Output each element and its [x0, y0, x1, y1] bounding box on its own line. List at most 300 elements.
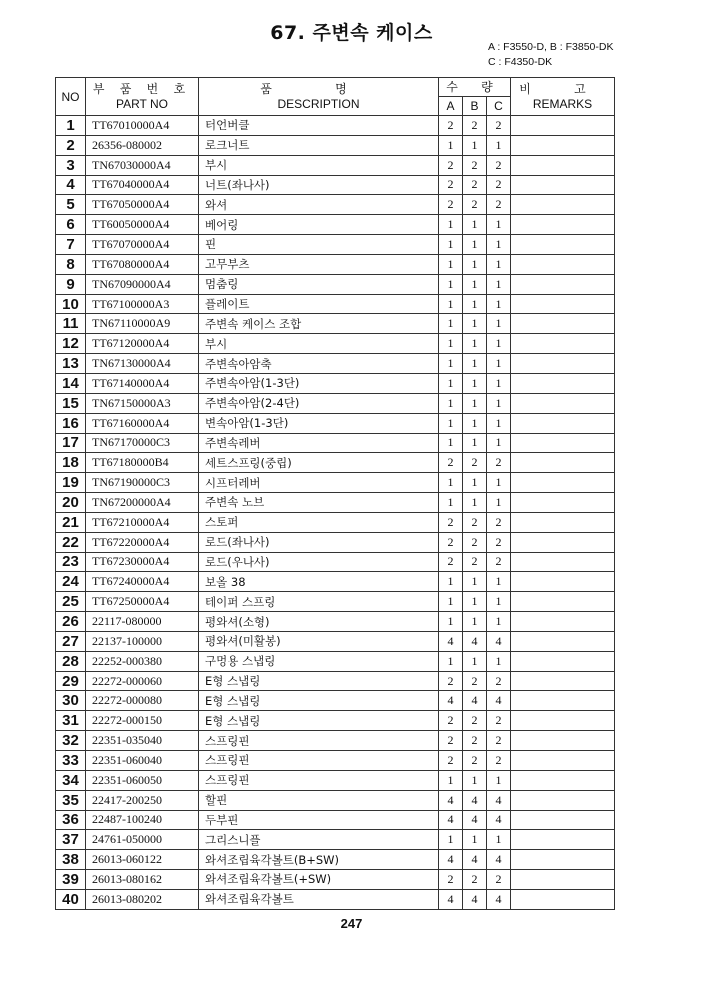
qty-b: 1: [463, 354, 487, 374]
header-remarks: [511, 78, 615, 116]
qty-b: 1: [463, 274, 487, 294]
table-row: [56, 453, 615, 473]
row-number: 37: [56, 830, 86, 850]
qty-a: 2: [439, 155, 463, 175]
table-row: [56, 889, 615, 909]
description: 와셔조립육각볼트: [199, 889, 439, 909]
remarks: [511, 850, 615, 870]
description: 플레이트: [199, 294, 439, 314]
row-number: 24: [56, 572, 86, 592]
qty-b: 2: [463, 512, 487, 532]
qty-a: 1: [439, 135, 463, 155]
row-number: 14: [56, 373, 86, 393]
remarks: [511, 532, 615, 552]
description: 로드(좌나사): [199, 532, 439, 552]
header-description: [199, 78, 439, 116]
qty-b: 1: [463, 235, 487, 255]
row-number: 35: [56, 790, 86, 810]
qty-a: 2: [439, 552, 463, 572]
part-number: TN67110000A9: [86, 314, 199, 334]
description: 테이퍼 스프링: [199, 592, 439, 612]
description: 와셔: [199, 195, 439, 215]
description: 부시: [199, 155, 439, 175]
description: 할핀: [199, 790, 439, 810]
qty-c: 1: [487, 830, 511, 850]
description: 주변속레버: [199, 433, 439, 453]
table-row: [56, 493, 615, 513]
qty-c: 1: [487, 393, 511, 413]
table-row: [56, 790, 615, 810]
header-part-no-kr: 부 품 번 호: [92, 82, 192, 96]
row-number: 36: [56, 810, 86, 830]
row-number: 26: [56, 612, 86, 632]
row-number: 12: [56, 334, 86, 354]
part-number: TT67240000A4: [86, 572, 199, 592]
description: 주변속아암축: [199, 354, 439, 374]
row-number: 29: [56, 671, 86, 691]
description: E형 스냅링: [199, 671, 439, 691]
row-number: 7: [56, 235, 86, 255]
qty-b: 4: [463, 631, 487, 651]
qty-c: 1: [487, 334, 511, 354]
qty-c: 2: [487, 512, 511, 532]
model-legend: [488, 40, 613, 70]
remarks: [511, 810, 615, 830]
qty-c: 1: [487, 135, 511, 155]
description: 고무부츠: [199, 254, 439, 274]
table-row: [56, 850, 615, 870]
qty-c: 4: [487, 631, 511, 651]
qty-a: 1: [439, 314, 463, 334]
qty-c: 4: [487, 790, 511, 810]
table-row: [56, 294, 615, 314]
qty-b: 4: [463, 691, 487, 711]
description: 스토퍼: [199, 512, 439, 532]
remarks: [511, 373, 615, 393]
qty-a: 1: [439, 770, 463, 790]
part-number: 22272-000080: [86, 691, 199, 711]
qty-c: 2: [487, 711, 511, 731]
row-number: 6: [56, 215, 86, 235]
description: 핀: [199, 235, 439, 255]
part-number: TN67130000A4: [86, 354, 199, 374]
remarks: [511, 631, 615, 651]
row-number: 25: [56, 592, 86, 612]
description: E형 스냅링: [199, 711, 439, 731]
remarks: [511, 711, 615, 731]
qty-b: 1: [463, 493, 487, 513]
remarks: [511, 889, 615, 909]
remarks: [511, 254, 615, 274]
qty-a: 1: [439, 592, 463, 612]
table-row: [56, 671, 615, 691]
part-number: 22487-100240: [86, 810, 199, 830]
remarks: [511, 751, 615, 771]
qty-c: 1: [487, 433, 511, 453]
qty-a: 2: [439, 453, 463, 473]
description: 세트스프링(중립): [199, 453, 439, 473]
qty-a: 1: [439, 294, 463, 314]
header-part-no-en: PART NO: [115, 97, 168, 111]
row-number: 31: [56, 711, 86, 731]
qty-b: 1: [463, 215, 487, 235]
row-number: 30: [56, 691, 86, 711]
row-number: 1: [56, 116, 86, 136]
description: 스프링핀: [199, 751, 439, 771]
qty-c: 2: [487, 116, 511, 136]
remarks: [511, 612, 615, 632]
remarks: [511, 354, 615, 374]
qty-b: 1: [463, 334, 487, 354]
qty-a: 2: [439, 870, 463, 890]
qty-c: 4: [487, 691, 511, 711]
qty-c: 1: [487, 314, 511, 334]
row-number: 38: [56, 850, 86, 870]
row-number: 3: [56, 155, 86, 175]
header-no: NO: [56, 78, 86, 116]
qty-b: 1: [463, 830, 487, 850]
row-number: 22: [56, 532, 86, 552]
row-number: 5: [56, 195, 86, 215]
part-number: 22252-000380: [86, 651, 199, 671]
row-number: 32: [56, 731, 86, 751]
part-number: TN67090000A4: [86, 274, 199, 294]
remarks: [511, 453, 615, 473]
row-number: 23: [56, 552, 86, 572]
qty-b: 1: [463, 770, 487, 790]
row-number: 28: [56, 651, 86, 671]
remarks: [511, 790, 615, 810]
description: 시프터레버: [199, 473, 439, 493]
table-row: [56, 334, 615, 354]
qty-c: 2: [487, 195, 511, 215]
remarks: [511, 314, 615, 334]
description: 부시: [199, 334, 439, 354]
qty-a: 1: [439, 354, 463, 374]
remarks: [511, 770, 615, 790]
part-number: TT60050000A4: [86, 215, 199, 235]
description: 터언버클: [199, 116, 439, 136]
row-number: 17: [56, 433, 86, 453]
table-row: [56, 572, 615, 592]
header-qty-c: C: [487, 97, 511, 116]
qty-a: 1: [439, 254, 463, 274]
row-number: 18: [56, 453, 86, 473]
qty-a: 1: [439, 334, 463, 354]
part-number: TT67140000A4: [86, 373, 199, 393]
part-number: TT67040000A4: [86, 175, 199, 195]
qty-c: 1: [487, 215, 511, 235]
qty-a: 4: [439, 810, 463, 830]
page-title: 67. 주변속 케이스: [270, 22, 433, 44]
header-qty-a: A: [439, 97, 463, 116]
remarks: [511, 433, 615, 453]
part-number: 22351-035040: [86, 731, 199, 751]
qty-c: 4: [487, 889, 511, 909]
row-number: 11: [56, 314, 86, 334]
qty-c: 1: [487, 493, 511, 513]
part-number: TT67180000B4: [86, 453, 199, 473]
row-number: 34: [56, 770, 86, 790]
qty-c: 2: [487, 751, 511, 771]
table-row: [56, 155, 615, 175]
qty-b: 4: [463, 889, 487, 909]
remarks: [511, 552, 615, 572]
qty-c: 2: [487, 453, 511, 473]
table-row: [56, 592, 615, 612]
table-row: [56, 651, 615, 671]
qty-b: 1: [463, 612, 487, 632]
description: 스프링핀: [199, 770, 439, 790]
qty-b: 2: [463, 751, 487, 771]
qty-b: 2: [463, 116, 487, 136]
row-number: 21: [56, 512, 86, 532]
qty-c: 2: [487, 532, 511, 552]
table-row: [56, 314, 615, 334]
qty-c: 1: [487, 373, 511, 393]
part-number: TN67150000A3: [86, 393, 199, 413]
qty-a: 4: [439, 790, 463, 810]
qty-b: 4: [463, 850, 487, 870]
qty-a: 4: [439, 631, 463, 651]
qty-b: 1: [463, 651, 487, 671]
qty-a: 1: [439, 473, 463, 493]
table-row: [56, 215, 615, 235]
part-number: TN67030000A4: [86, 155, 199, 175]
table-row: [56, 116, 615, 136]
qty-c: 1: [487, 413, 511, 433]
qty-c: 1: [487, 294, 511, 314]
qty-a: 1: [439, 215, 463, 235]
table-row: [56, 830, 615, 850]
description: 로드(우나사): [199, 552, 439, 572]
remarks: [511, 870, 615, 890]
qty-a: 1: [439, 373, 463, 393]
qty-a: 1: [439, 493, 463, 513]
remarks: [511, 274, 615, 294]
qty-c: 4: [487, 850, 511, 870]
remarks: [511, 294, 615, 314]
qty-a: 1: [439, 651, 463, 671]
part-number: TT67250000A4: [86, 592, 199, 612]
row-number: 15: [56, 393, 86, 413]
qty-a: 2: [439, 751, 463, 771]
qty-c: 1: [487, 473, 511, 493]
remarks: [511, 215, 615, 235]
remarks: [511, 413, 615, 433]
description: 평와셔(미활봉): [199, 631, 439, 651]
remarks: [511, 572, 615, 592]
header-quantity: 수 량: [439, 78, 511, 97]
qty-a: 2: [439, 512, 463, 532]
table-row: [56, 512, 615, 532]
remarks: [511, 691, 615, 711]
qty-a: 1: [439, 413, 463, 433]
qty-a: 2: [439, 175, 463, 195]
table-row: [56, 413, 615, 433]
remarks: [511, 651, 615, 671]
remarks: [511, 731, 615, 751]
qty-b: 2: [463, 155, 487, 175]
part-number: TT67010000A4: [86, 116, 199, 136]
part-number: 22417-200250: [86, 790, 199, 810]
row-number: 10: [56, 294, 86, 314]
description: 주변속아암(1-3단): [199, 373, 439, 393]
qty-c: 2: [487, 870, 511, 890]
table-row: [56, 552, 615, 572]
description: 멈춤링: [199, 274, 439, 294]
part-number: 22351-060050: [86, 770, 199, 790]
remarks: [511, 473, 615, 493]
remarks: [511, 175, 615, 195]
part-number: 22117-080000: [86, 612, 199, 632]
row-number: 33: [56, 751, 86, 771]
table-row: [56, 770, 615, 790]
row-number: 16: [56, 413, 86, 433]
qty-c: 1: [487, 254, 511, 274]
description: 와셔조립육각볼트(+SW): [199, 870, 439, 890]
row-number: 2: [56, 135, 86, 155]
part-number: TT67120000A4: [86, 334, 199, 354]
description: 너트(좌나사): [199, 175, 439, 195]
remarks: [511, 195, 615, 215]
table-row: [56, 274, 615, 294]
qty-a: 1: [439, 393, 463, 413]
remarks: [511, 155, 615, 175]
remarks: [511, 235, 615, 255]
qty-c: 1: [487, 592, 511, 612]
model-legend-line: C : F4350-DK: [488, 56, 553, 68]
remarks: [511, 671, 615, 691]
table-row: [56, 354, 615, 374]
header-part-no: [86, 78, 199, 116]
qty-a: 1: [439, 830, 463, 850]
description: 보올 38: [199, 572, 439, 592]
table-row: [56, 810, 615, 830]
part-number: TT67070000A4: [86, 235, 199, 255]
qty-c: 1: [487, 612, 511, 632]
qty-b: 1: [463, 373, 487, 393]
qty-b: 2: [463, 195, 487, 215]
part-number: TT67160000A4: [86, 413, 199, 433]
description: 베어링: [199, 215, 439, 235]
qty-a: 4: [439, 691, 463, 711]
part-number: TT67210000A4: [86, 512, 199, 532]
row-number: 13: [56, 354, 86, 374]
remarks: [511, 830, 615, 850]
remarks: [511, 334, 615, 354]
part-number: TN67170000C3: [86, 433, 199, 453]
description: 평와셔(소형): [199, 612, 439, 632]
qty-a: 1: [439, 235, 463, 255]
qty-b: 1: [463, 572, 487, 592]
qty-c: 1: [487, 274, 511, 294]
row-number: 4: [56, 175, 86, 195]
row-number: 20: [56, 493, 86, 513]
qty-a: 1: [439, 572, 463, 592]
remarks: [511, 592, 615, 612]
part-number: 26013-080202: [86, 889, 199, 909]
part-number: 24761-050000: [86, 830, 199, 850]
header-remarks-en: REMARKS: [532, 97, 593, 111]
model-legend-line: A : F3550-D, B : F3850-DK: [488, 41, 614, 53]
part-number: TT67220000A4: [86, 532, 199, 552]
part-number: 26356-080002: [86, 135, 199, 155]
row-number: 39: [56, 870, 86, 890]
part-number: TN67190000C3: [86, 473, 199, 493]
table-row: [56, 175, 615, 195]
qty-c: 2: [487, 552, 511, 572]
header-qty-b: B: [463, 97, 487, 116]
remarks: [511, 135, 615, 155]
table-row: [56, 135, 615, 155]
part-number: 22351-060040: [86, 751, 199, 771]
part-number: 22272-000150: [86, 711, 199, 731]
qty-a: 4: [439, 889, 463, 909]
qty-a: 4: [439, 850, 463, 870]
description: 두부핀: [199, 810, 439, 830]
qty-b: 1: [463, 254, 487, 274]
qty-c: 4: [487, 810, 511, 830]
qty-a: 2: [439, 532, 463, 552]
row-number: 27: [56, 631, 86, 651]
qty-c: 1: [487, 770, 511, 790]
table-row: [56, 195, 615, 215]
qty-b: 1: [463, 294, 487, 314]
qty-a: 2: [439, 731, 463, 751]
table-row: [56, 612, 615, 632]
description: 로크너트: [199, 135, 439, 155]
qty-a: 2: [439, 711, 463, 731]
table-row: [56, 731, 615, 751]
qty-b: 2: [463, 532, 487, 552]
table-row: [56, 235, 615, 255]
remarks: [511, 116, 615, 136]
qty-b: 2: [463, 731, 487, 751]
part-number: TT67100000A3: [86, 294, 199, 314]
remarks: [511, 393, 615, 413]
description: E형 스냅링: [199, 691, 439, 711]
qty-b: 2: [463, 552, 487, 572]
header-remarks-kr: 비 고: [519, 82, 606, 96]
part-number: 26013-080162: [86, 870, 199, 890]
part-number: TN67200000A4: [86, 493, 199, 513]
qty-b: 4: [463, 790, 487, 810]
qty-c: 1: [487, 354, 511, 374]
qty-b: 1: [463, 393, 487, 413]
description: 주변속 케이스 조합: [199, 314, 439, 334]
part-number: TT67080000A4: [86, 254, 199, 274]
qty-b: 1: [463, 433, 487, 453]
qty-b: 1: [463, 592, 487, 612]
qty-c: 1: [487, 235, 511, 255]
qty-c: 2: [487, 671, 511, 691]
row-number: 19: [56, 473, 86, 493]
table-row: [56, 393, 615, 413]
description: 스프링핀: [199, 731, 439, 751]
qty-a: 1: [439, 274, 463, 294]
qty-b: 2: [463, 175, 487, 195]
qty-c: 1: [487, 572, 511, 592]
qty-b: 1: [463, 473, 487, 493]
qty-a: 1: [439, 612, 463, 632]
description: 그리스니플: [199, 830, 439, 850]
part-number: 22272-000060: [86, 671, 199, 691]
parts-table: [55, 77, 615, 910]
qty-a: 1: [439, 433, 463, 453]
row-number: 8: [56, 254, 86, 274]
qty-b: 1: [463, 314, 487, 334]
